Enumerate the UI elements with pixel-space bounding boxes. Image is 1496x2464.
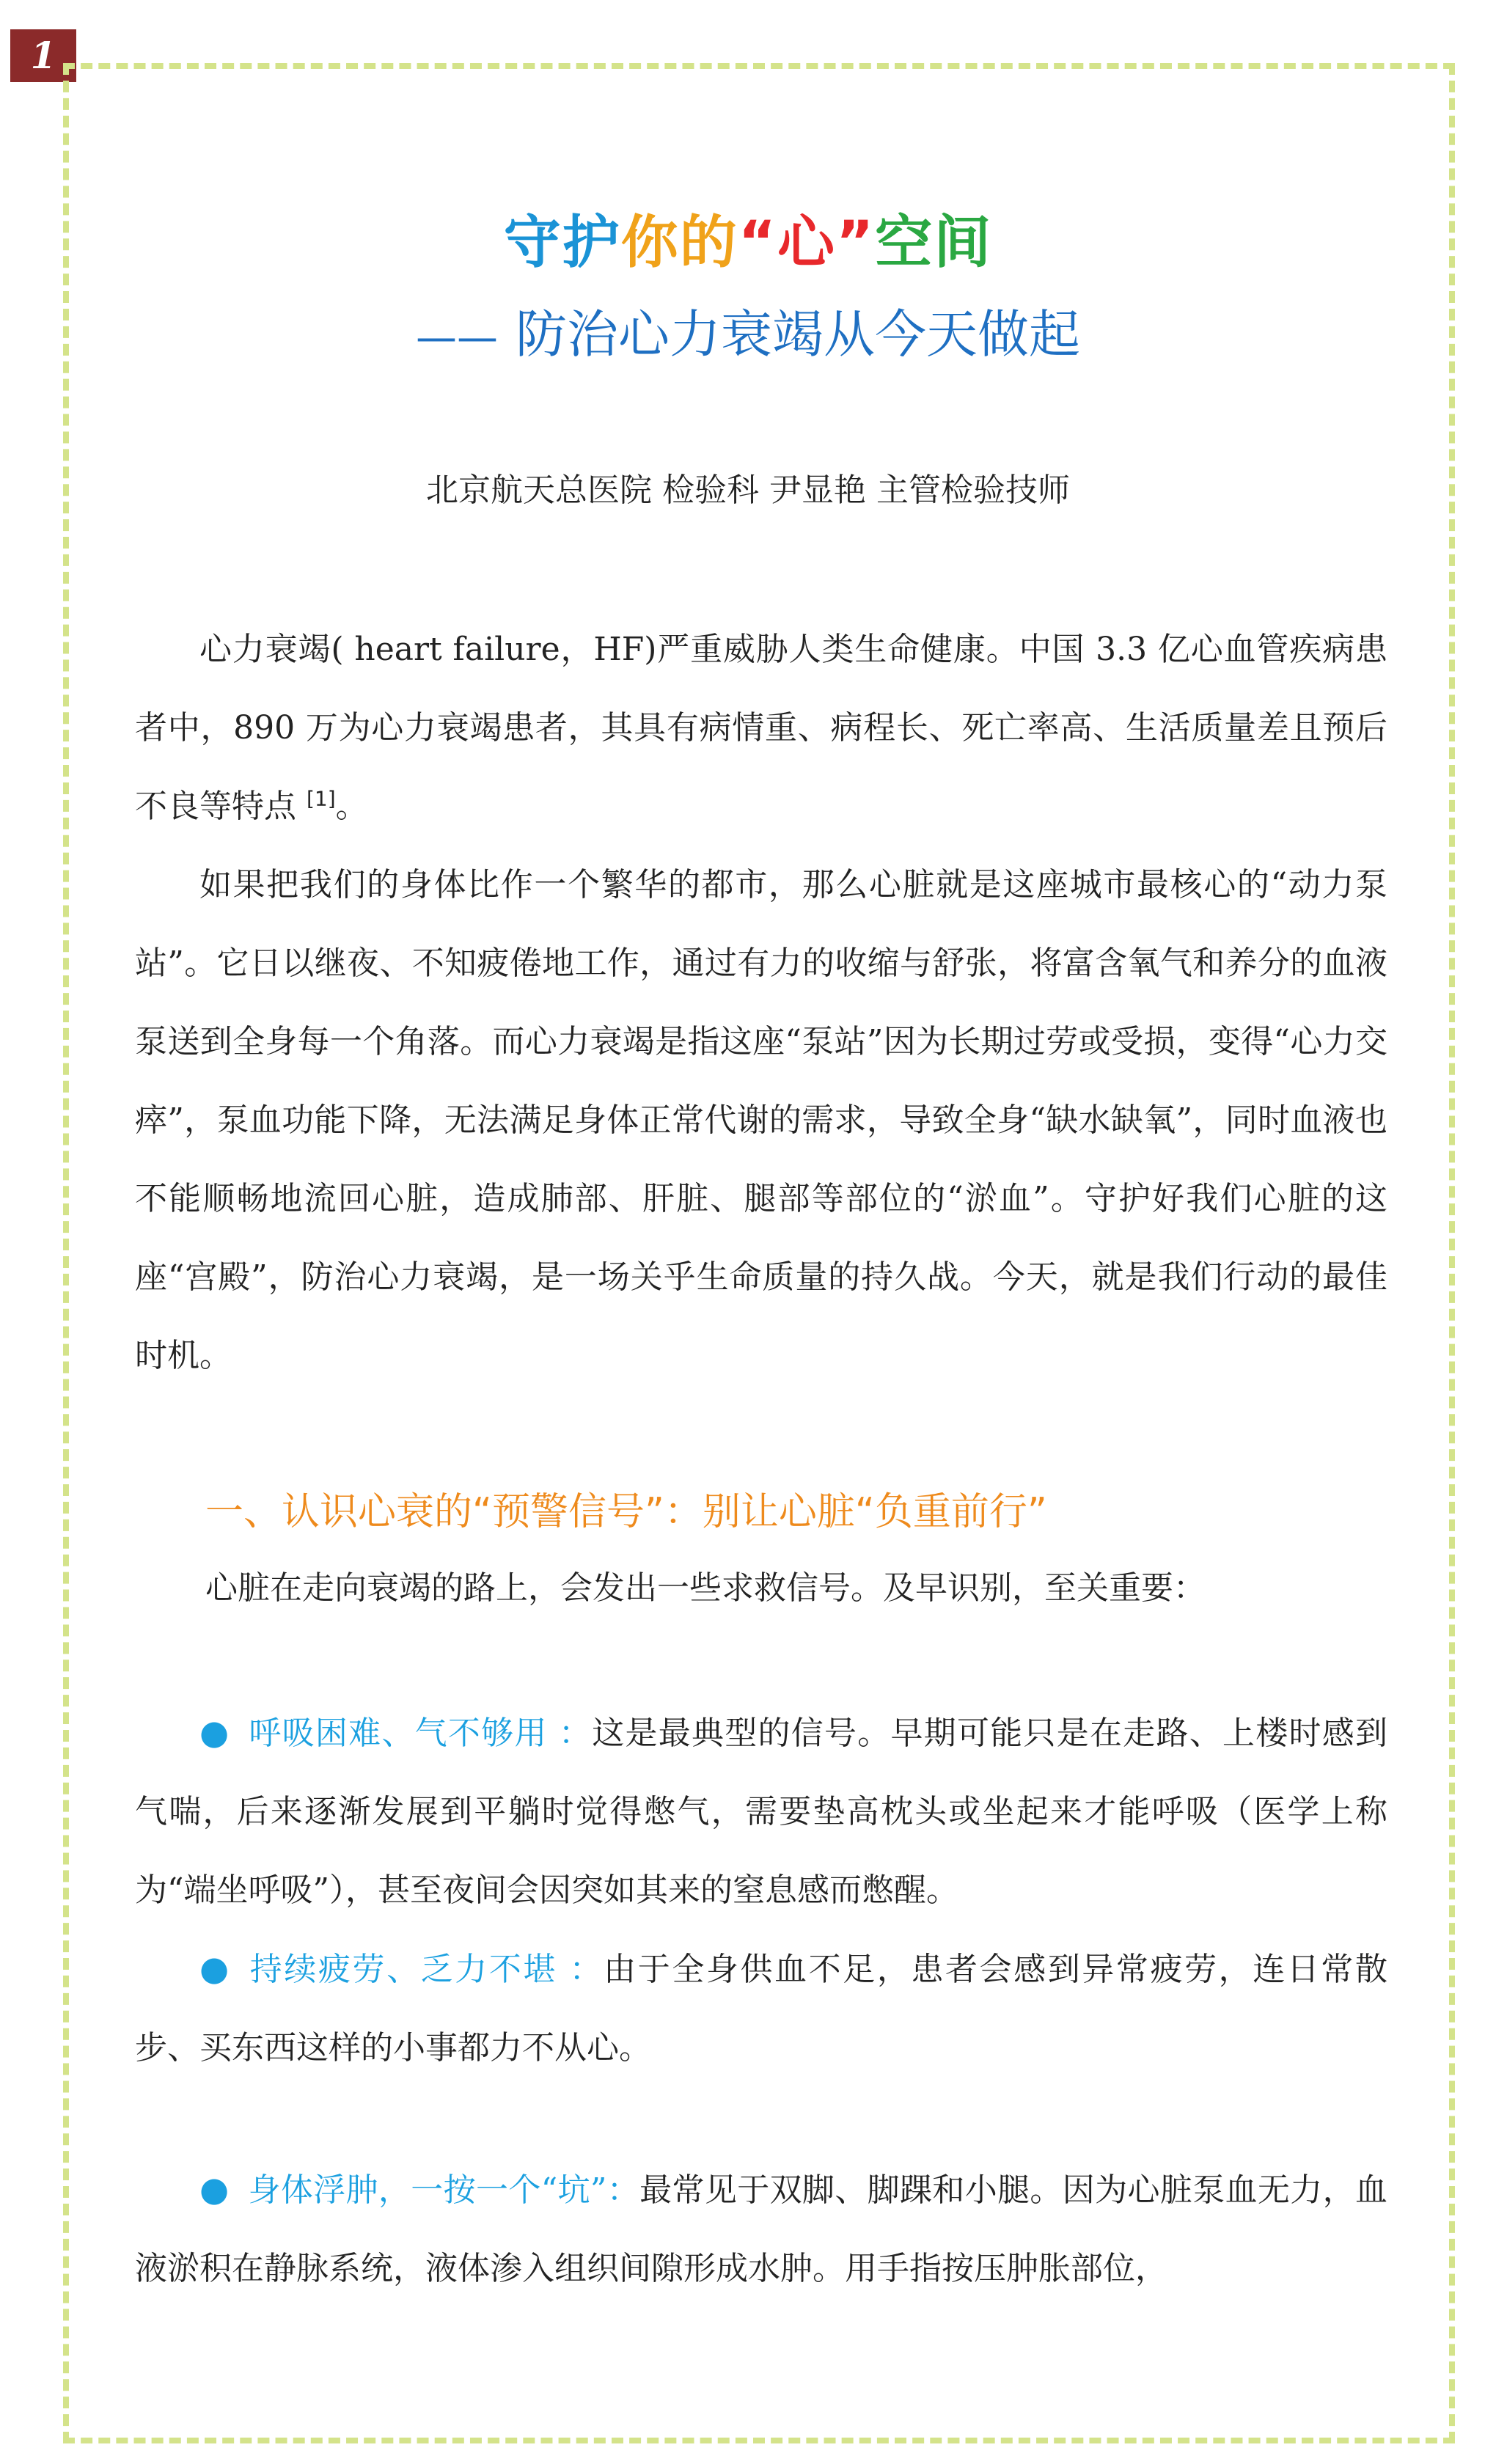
bullet-item <box>135 2150 1387 2308</box>
bullet-keyword: 身体浮肿，一按一个“坑”： <box>248 2171 640 2209</box>
section-heading: 一、认识心衰的“预警信号”：别让心脏“负重前行” <box>205 1490 1047 1534</box>
citation-ref: [1] <box>307 786 336 811</box>
author-line: 北京航天总医院 检验科 尹显艳 主管检验技师 <box>426 472 1070 509</box>
bullet-keyword: 呼吸困难、气不够用 ： <box>249 1715 593 1752</box>
bullet-text: 这是最典型的信号。早期可能只是在走路、上楼时感到气喘，后来逐渐发展到平躺时觉得憋气，需要垫高枕头或坐起来才能呼吸（医学上称为“端坐呼吸”），甚至夜间会因突如其来的窒息感而憋醒。 <box>135 1715 1388 1909</box>
paragraph-intro-text: 心力衰竭( heart failure，HF)严重威胁人类生命健康。中国 3.3 亿心血管疾病患者中，890 万为心力衰竭患者，其具有病情重、病程长、死亡率高、生活质量差且预后不良等特点 <box>135 631 1387 825</box>
page-number-badge: 1 <box>10 29 76 82</box>
section-lead: 心脏在走向衰竭的路上，会发出一些求救信号。及早识别，至关重要： <box>205 1569 1206 1607</box>
subtitle-dash: —— <box>416 314 498 362</box>
bullet-text: 由于全身供血不足，患者会感到异常疲劳，连日常散步、买东西这样的小事都力不从心。 <box>135 1951 1388 2067</box>
paragraph-intro-end: 。 <box>335 788 368 825</box>
title-part-2: 你的 <box>620 210 738 276</box>
bullet-dot-icon: ● <box>199 1712 230 1752</box>
article-body <box>135 610 1387 2308</box>
title-part-1: 守护 <box>503 210 621 276</box>
bullet-dot-icon: ● <box>199 1948 231 1988</box>
paragraph-analogy: 如果把我们的身体比作一个繁华的都市，那么心脏就是这座城市最核心的“动力泵站”。它日以继夜、不知疲倦地工作，通过有力的收缩与舒张，将富含氧气和养分的血液泵送到全身每一个角落。而心力衰竭是指这座“泵站”因为长期过劳或受损，变得“心力交瘁”，泵血功能下降，无法满足身体正常代谢的需求，导致全身“缺水缺氧”，同时血液也不能顺畅地流回心脏，造成肺部、肝脏、腿部等部位的“淤血”。守护好我们心脏的这座“宫殿”，防治心力衰竭，是一场关乎生命质量的持久战。今天，就是我们行动的最佳时机。 <box>135 866 1387 1374</box>
subtitle-text: 防治心力衰竭从今天做起 <box>516 304 1080 364</box>
page-subtitle <box>0 293 1496 367</box>
title-part-3: “心” <box>738 210 876 276</box>
bullet-item <box>135 1693 1387 1929</box>
page-title <box>0 197 1496 279</box>
bullet-text: 最常见于双脚、脚踝和小腿。因为心脏泵血无力，血液淤积在静脉系统，液体渗入组织间隙形成水肿。用手指按压肿胀部位， <box>135 2171 1387 2287</box>
bullet-item <box>135 1929 1387 2087</box>
bullet-keyword: 持续疲劳、乏力不堪 ： <box>249 1951 604 1988</box>
bullet-dot-icon: ● <box>199 2169 230 2209</box>
title-part-4: 空间 <box>875 210 993 276</box>
paragraph-intro <box>135 610 1387 846</box>
